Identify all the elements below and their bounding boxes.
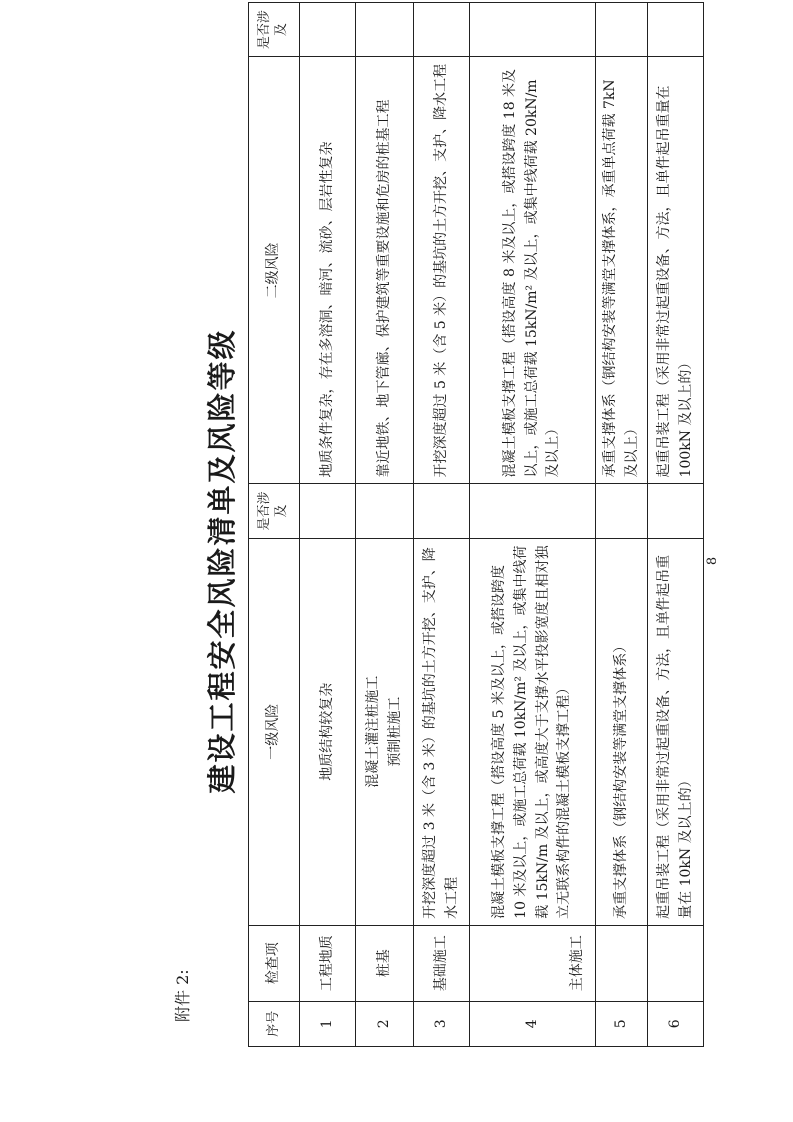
row-item: 工程地质 bbox=[300, 925, 356, 1001]
table-row bbox=[596, 3, 648, 1047]
row-level2: 承重支撑体系（钢结构安装等满堂支撑体系，承重单点荷载 7kN 及以上） bbox=[596, 57, 648, 484]
row-level1: 地质结构较复杂 bbox=[300, 538, 356, 925]
row-involved1 bbox=[648, 484, 704, 538]
row-level1: 开挖深度超过 3 米（含 3 米）的基坑的土方开挖、支护、降水工程 bbox=[414, 538, 470, 925]
row-level2: 混凝土模板支撑工程（搭设高度 8 米及以上，或搭设跨度 18 米及以上，或施工总荷载 15kN/m² 及以上，或集中线荷载 20kN/m 及以上） bbox=[470, 57, 596, 484]
row-involved2 bbox=[648, 3, 704, 57]
row-item: 主体施工 bbox=[470, 925, 596, 1001]
row-involved1 bbox=[356, 484, 414, 538]
row-level1: 混凝土灌注桩施工 预制桩施工 bbox=[356, 538, 414, 925]
page-title: 建设工程安全风险清单及风险等级 bbox=[205, 328, 239, 794]
header-level1: 一级风险 bbox=[249, 538, 300, 925]
row-involved1 bbox=[414, 484, 470, 538]
row-item: 桩基 bbox=[356, 925, 414, 1001]
row-level2: 起重吊装工程（采用非常过起重设备、方法，且单件起吊重量在 100kN 及以上的） bbox=[648, 57, 704, 484]
header-involved1: 是否涉及 bbox=[249, 484, 300, 538]
row-involved2 bbox=[300, 3, 356, 57]
row-involved2 bbox=[470, 3, 596, 57]
attachment-label: 附件 2: bbox=[173, 969, 192, 1022]
row-seq: 5 bbox=[596, 1001, 648, 1046]
row-involved1 bbox=[470, 484, 596, 538]
row-level1: 承重支撑体系（钢结构安装等满堂支撑体系） bbox=[596, 538, 648, 925]
row-level2: 开挖深度超过 5 米（含 5 米）的基坑的土方开挖、支护、降水工程 bbox=[414, 57, 470, 484]
table-header-row bbox=[249, 3, 300, 1047]
row-item bbox=[648, 925, 704, 1001]
row-seq: 6 bbox=[648, 1001, 704, 1046]
row-item bbox=[596, 925, 648, 1001]
row-level1: 起重吊装工程（采用非常过起重设备、方法，且单件起吊重量在 10kN 及以上的） bbox=[648, 538, 704, 925]
row-item: 基础施工 bbox=[414, 925, 470, 1001]
row-involved1 bbox=[596, 484, 648, 538]
header-item: 检查项 bbox=[249, 925, 300, 1001]
table-row bbox=[470, 3, 596, 1047]
row-level2: 地质条件复杂，存在多溶洞、暗河、流砂、层岩性复杂 bbox=[300, 57, 356, 484]
row-involved2 bbox=[596, 3, 648, 57]
header-level2: 二级风险 bbox=[249, 57, 300, 484]
table-row bbox=[414, 3, 470, 1047]
row-level1: 混凝土模板支撑工程（搭设高度 5 米及以上，或搭设跨度 10 米及以上，或施工总荷载 10kN/m² 及以上，或集中线荷载 15kN/m 及以上，或高度大于支撑水平投影宽度且相对独立无联系构件的混凝土模板支撑工程） bbox=[470, 538, 596, 925]
row-involved2 bbox=[356, 3, 414, 57]
page-number: 8 bbox=[705, 556, 720, 566]
risk-table bbox=[248, 2, 704, 1047]
table-row bbox=[300, 3, 356, 1047]
row-level2: 靠近地铁、地下管廊、保护建筑等重要设施和危房的桩基工程 bbox=[356, 57, 414, 484]
row-involved1 bbox=[300, 484, 356, 538]
row-seq: 3 bbox=[414, 1001, 470, 1046]
table-row bbox=[648, 3, 704, 1047]
row-seq: 1 bbox=[300, 1001, 356, 1046]
row-seq: 4 bbox=[470, 1001, 596, 1046]
table-row bbox=[356, 3, 414, 1047]
row-seq: 2 bbox=[356, 1001, 414, 1046]
header-involved2: 是否涉及 bbox=[249, 3, 300, 57]
row-involved2 bbox=[414, 3, 470, 57]
header-seq: 序号 bbox=[249, 1001, 300, 1046]
